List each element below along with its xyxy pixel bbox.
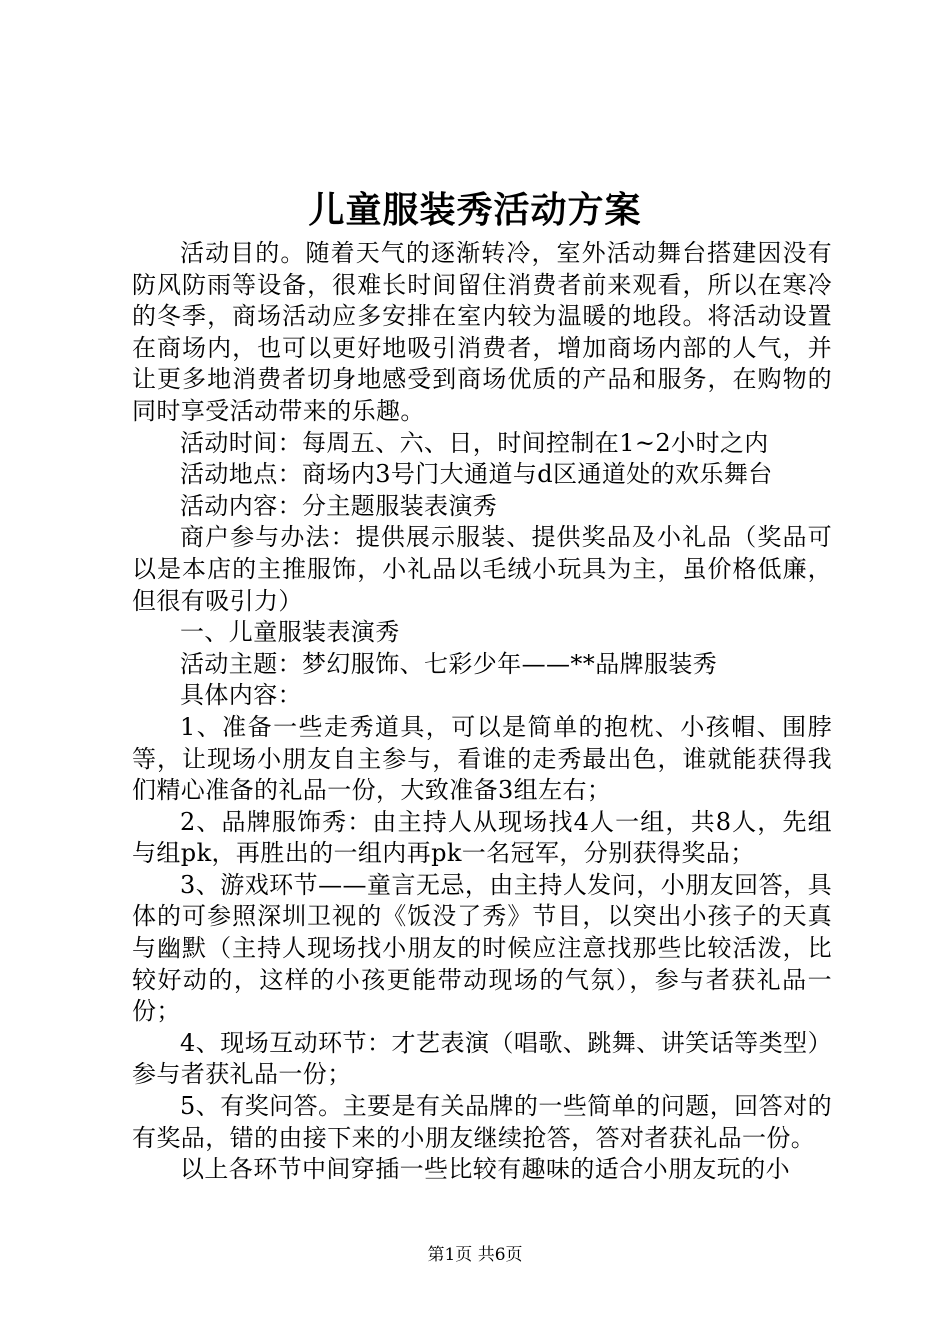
- list-item-2: 2、品牌服饰秀：由主持人从现场找4人一组，共8人，先组与组pk，再胜出的一组内再pk一名冠军，分别获得奖品；: [132, 807, 832, 868]
- page-footer: 第1页 共6页: [427, 1245, 523, 1265]
- paragraph-merchant-participation: 商户参与办法：提供展示服装、提供奖品及小礼品（奖品可以是本店的主推服饰，小礼品以毛绒小玩具为主，虽价格低廉，但很有吸引力）: [132, 523, 832, 615]
- list-item-5: 5、有奖问答。主要是有关品牌的一些简单的问题，回答对的有奖品，错的由接下来的小朋友继续抢答，答对者获礼品一份。: [132, 1092, 832, 1152]
- paragraph-details-label: 具体内容：: [180, 681, 302, 710]
- section-heading-1: 一、儿童服装表演秀: [180, 618, 400, 647]
- document-body: [132, 238, 832, 1186]
- paragraph-theme: 活动主题：梦幻服饰、七彩少年——**品牌服装秀: [180, 649, 718, 678]
- list-item-3: 3、游戏环节——童言无忌，由主持人发问，小朋友回答，具体的可参照深圳卫视的《饭没了秀》节目，以突出小孩子的天真与幽默（主持人现场找小朋友的时候应注意找那些比较活泼，比较好动的，这样的小孩更能带动现场的气氛），参与者获礼品一份；: [132, 870, 832, 1026]
- list-item-4: 4、现场互动环节：才艺表演（唱歌、跳舞、讲笑话等类型）参与者获礼品一份；: [132, 1028, 832, 1089]
- document-title: 儿童服装秀活动方案: [308, 189, 642, 231]
- paragraph-time: 活动时间：每周五、六、日，时间控制在1~2小时之内: [180, 428, 769, 457]
- paragraph-closing: 以上各环节中间穿插一些比较有趣味的适合小朋友玩的小: [180, 1155, 790, 1184]
- paragraph-location: 活动地点：商场内3号门大通道与d区通道处的欢乐舞台: [180, 460, 773, 489]
- list-item-1: 1、准备一些走秀道具，可以是简单的抱枕、小孩帽、围脖等，让现场小朋友自主参与，看谁的走秀最出色，谁就能获得我们精心准备的礼品一份，大致准备3组左右；: [132, 712, 832, 805]
- paragraph-purpose: 活动目的。随着天气的逐渐转冷，室外活动舞台搭建因没有防风防雨等设备，很难长时间留住消费者前来观看，所以在寒冷的冬季，商场活动应多安排在室内较为温暖的地段。将活动设置在商场内，也可以更好地吸引消费者，增加商场内部的人气，并让更多地消费者切身地感受到商场优质的产品和服务，在购物的同时享受活动带来的乐趣。: [132, 239, 832, 425]
- paragraph-content: 活动内容：分主题服装表演秀: [180, 491, 498, 520]
